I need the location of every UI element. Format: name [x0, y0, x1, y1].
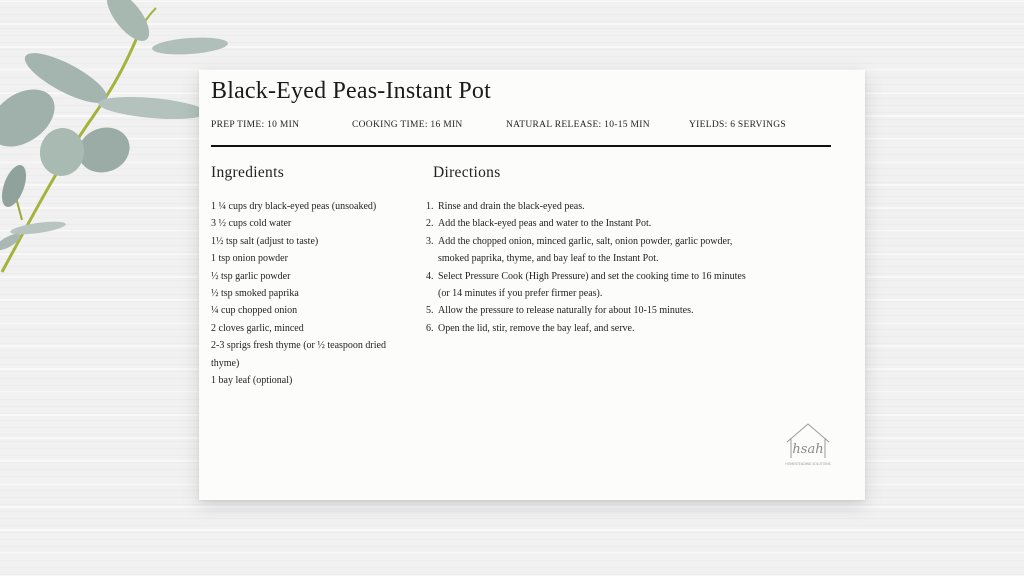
natural-release-time: NATURAL RELEASE: 10-15 MIN — [506, 120, 650, 130]
ingredient-item: 3 ½ cups cold water — [211, 218, 292, 230]
step-number: 2. — [426, 218, 434, 230]
directions-heading: Directions — [433, 164, 501, 181]
cooking-time: COOKING TIME: 16 MIN — [352, 120, 463, 130]
direction-step — [426, 268, 756, 303]
step-number: 3. — [426, 235, 434, 247]
ingredient-item: 1½ tsp salt (adjust to taste) — [211, 235, 319, 247]
step-number: 1. — [426, 201, 434, 212]
recipe-card — [199, 70, 865, 500]
direction-step — [426, 233, 756, 268]
step-text: Allow the pressure to release naturally for about 10-15 minutes. — [438, 305, 694, 317]
direction-step — [426, 198, 756, 215]
ingredient-item: 2 cloves garlic, minced — [211, 322, 304, 334]
ingredients-heading: Ingredients — [211, 164, 285, 181]
ingredient-item: ¼ cup chopped onion — [211, 305, 298, 317]
header-divider — [211, 145, 831, 147]
step-text: Open the lid, stir, remove the bay leaf, and serve. — [438, 322, 635, 334]
step-text: Add the black-eyed peas and water to the Instant Pot. — [438, 218, 652, 230]
step-text: Select Pressure Cook (High Pressure) and set the cooking time to 16 minutes (or 14 minutes if you prefer firmer peas). — [438, 270, 746, 300]
step-text: Add the chopped onion, minced garlic, salt, onion powder, garlic powder, smoked paprika, thyme, and bay leaf to the Instant Pot. — [438, 235, 733, 265]
step-number: 4. — [426, 270, 434, 282]
logo-tagline: HOMESTEADING SOLUTIONS — [785, 462, 831, 466]
ingredient-item: 1 bay leaf (optional) — [211, 375, 293, 387]
directions-list — [426, 198, 756, 337]
logo-monogram: hsah — [792, 442, 824, 457]
direction-step — [426, 215, 756, 232]
direction-step — [426, 302, 756, 319]
ingredient-item: 1 ¼ cups dry black-eyed peas (unsoaked) — [211, 201, 377, 212]
step-text: Rinse and drain the black-eyed peas. — [438, 201, 585, 212]
step-number: 6. — [426, 322, 434, 334]
ingredient-item: 2-3 sprigs fresh thyme (or ½ teaspoon dried thyme) — [211, 340, 386, 369]
ingredient-item: ½ tsp smoked paprika — [211, 288, 299, 300]
prep-time: PREP TIME: 10 MIN — [211, 120, 300, 130]
direction-step — [426, 320, 756, 337]
ingredients-list — [211, 198, 396, 389]
step-number: 5. — [426, 305, 434, 317]
homestead-logo — [775, 420, 841, 472]
yields: YIELDS: 6 SERVINGS — [689, 120, 787, 130]
ingredient-item: ½ tsp garlic powder — [211, 270, 291, 282]
recipe-title: Black-Eyed Peas-Instant Pot — [211, 78, 492, 104]
ingredient-item: 1 tsp onion powder — [211, 253, 288, 265]
